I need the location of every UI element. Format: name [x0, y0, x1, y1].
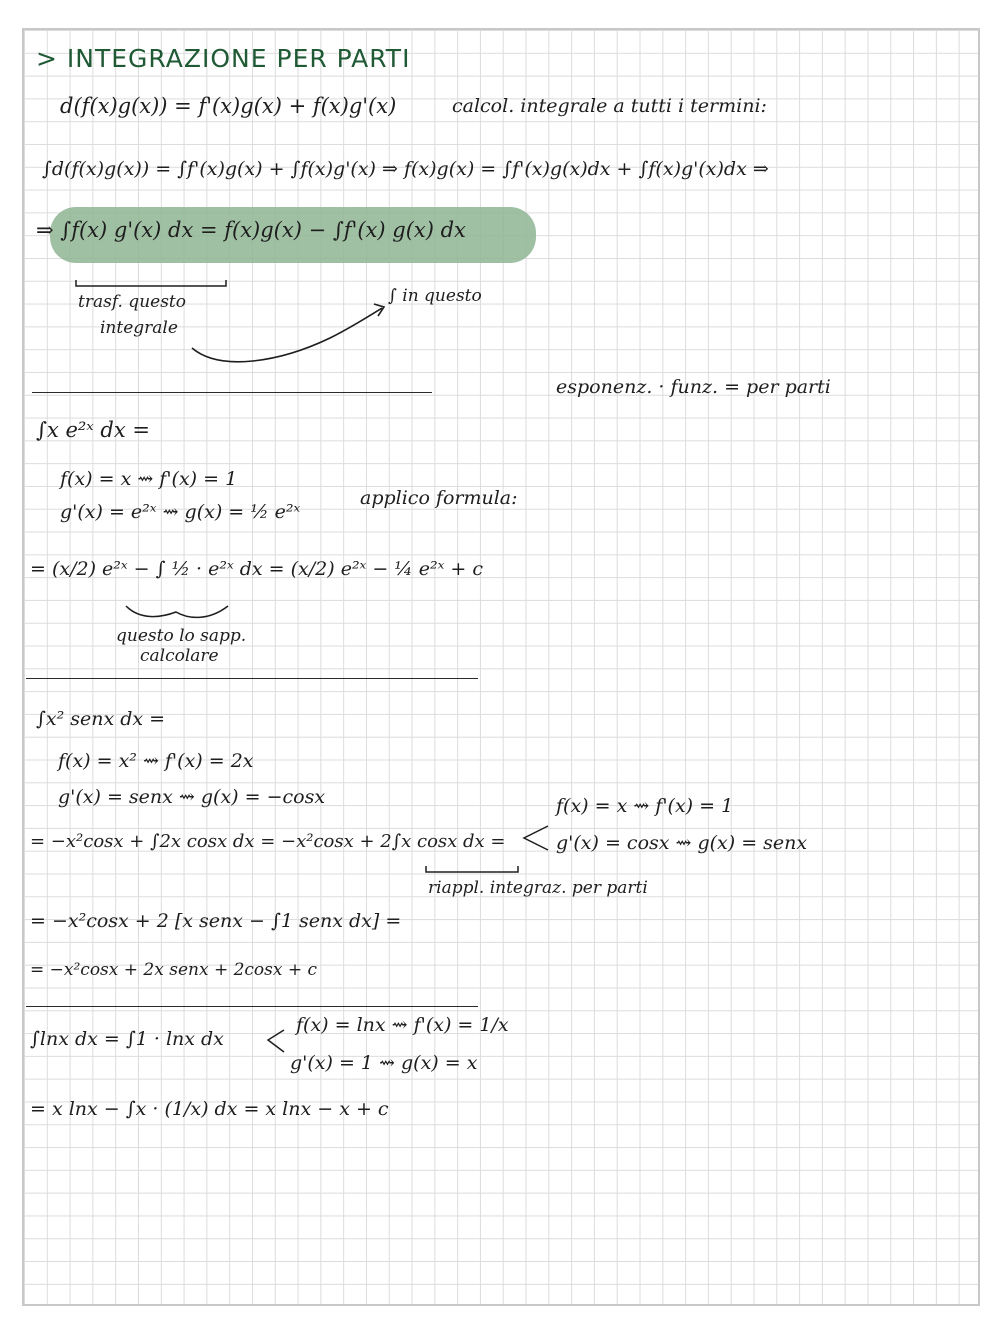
example2-line-1: = −x²cosx + ∫2x cosx dx = −x²cosx + 2∫x cosx dx =	[30, 831, 506, 852]
example2-brace-note: riappl. integraz. per parti	[428, 878, 648, 898]
example2-g: g'(x) = senx ⇝ g(x) = −cosx	[58, 786, 326, 808]
section-divider-2	[26, 678, 478, 679]
example1-integral: ∫x e²ˣ dx =	[36, 418, 150, 442]
page-title: > INTEGRAZIONE PER PARTI	[36, 44, 411, 73]
example3-g: g'(x) = 1 ⇝ g(x) = x	[290, 1052, 478, 1074]
section-divider-1	[32, 392, 432, 393]
example2-branch-g: g'(x) = cosx ⇝ g(x) = senx	[556, 832, 808, 854]
example2-integral: ∫x² senx dx =	[36, 708, 166, 730]
derivation-line-1: d(f(x)g(x)) = f'(x)g(x) + f(x)g'(x)	[60, 94, 397, 118]
example1-f: f(x) = x ⇝ f'(x) = 1	[60, 468, 238, 490]
note-transform-2: integrale	[100, 318, 178, 338]
example3-f: f(x) = lnx ⇝ f'(x) = 1/x	[296, 1014, 509, 1036]
note-transform-1: trasf. questo	[78, 292, 186, 312]
example1-g: g'(x) = e²ˣ ⇝ g(x) = ½ e²ˣ	[60, 501, 301, 523]
example1-note: applico formula:	[360, 487, 518, 509]
derivation-line-2: ∫d(f(x)g(x)) = ∫f'(x)g(x) + ∫f(x)g'(x) ⇒ f(x)g(x) = ∫f'(x)g(x)dx + ∫f(x)g'(x)dx ⇒	[42, 158, 769, 180]
rule-note: esponenz. · funz. = per parti	[556, 376, 831, 398]
derivation-line-1-note: calcol. integrale a tutti i termini:	[452, 95, 767, 117]
note-into-this: ∫ in questo	[388, 286, 482, 306]
example1-result: = (x/2) e²ˣ − ∫ ½ · e²ˣ dx = (x/2) e²ˣ − ¼ e²ˣ + c	[30, 558, 484, 580]
section-divider-3	[26, 1006, 478, 1007]
example2-line-2: = −x²cosx + 2 [x senx − ∫1 senx dx] =	[30, 910, 402, 932]
example2-branch-f: f(x) = x ⇝ f'(x) = 1	[556, 795, 734, 817]
example3-result: = x lnx − ∫x · (1/x) dx = x lnx − x + c	[30, 1098, 389, 1120]
example2-line-3: = −x²cosx + 2x senx + 2cosx + c	[30, 960, 318, 980]
example1-brace-note-1: questo lo sapp.	[116, 626, 247, 646]
example2-f: f(x) = x² ⇝ f'(x) = 2x	[58, 750, 254, 772]
example1-brace-note-2: calcolare	[140, 646, 219, 666]
example3-integral: ∫lnx dx = ∫1 · lnx dx	[30, 1028, 224, 1050]
parts-formula: ⇒ ∫f(x) g'(x) dx = f(x)g(x) − ∫f'(x) g(x) dx	[36, 218, 466, 242]
